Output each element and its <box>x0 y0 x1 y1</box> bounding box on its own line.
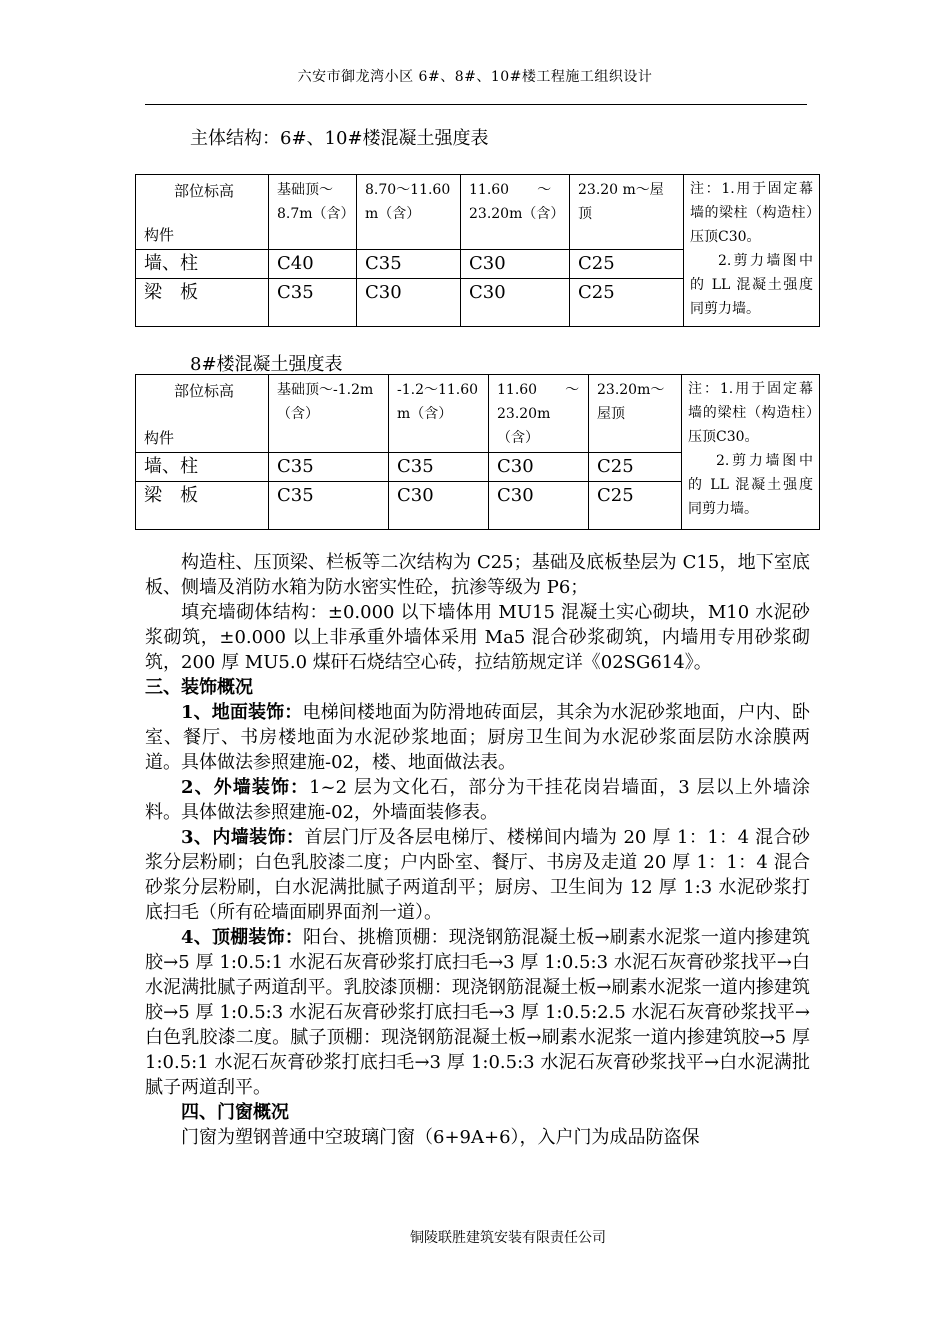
row-label: 梁 板 <box>136 482 269 530</box>
table-note <box>682 375 820 530</box>
table-cell: C30 <box>489 482 589 530</box>
column-header: 基础顶～8.7m（含） <box>269 175 357 250</box>
table-cell: C30 <box>489 453 589 482</box>
paragraph-text: 电梯间楼地面为防滑地砖面层，其余为水泥砂浆地面，户内、卧室、餐厅、书房楼地面为水泥砂浆地面；厨房卫生间为水泥砂浆面层防水涂膜两道。具体做法参照建施-02，楼、地面做法表。 <box>145 702 810 773</box>
section-heading: 三、装饰概况 <box>145 677 253 698</box>
column-header: 23.20m～屋顶 <box>589 375 682 453</box>
table-cell: C25 <box>589 482 682 530</box>
page-footer: 铜陵联胜建筑安装有限责任公司 <box>410 1230 606 1246</box>
concrete-strength-table-6-10 <box>135 174 820 327</box>
paragraph <box>145 700 810 775</box>
table-cell: C40 <box>269 250 357 279</box>
column-header: 基础顶～-1.2m（含） <box>269 375 389 453</box>
row-label: 墙、柱 <box>136 453 269 482</box>
table-corner-cell <box>136 175 269 250</box>
note-line-2: 2.剪力墙图中的 LL 混凝土强度同剪力墙。 <box>688 453 813 517</box>
table1-title: 主体结构：6#、10#楼混凝土强度表 <box>190 128 489 149</box>
column-header: 8.70～11.60 m（含） <box>357 175 461 250</box>
paragraph: 门窗为塑钢普通中空玻璃门窗（6+9A+6），入户门为成品防盗保 <box>181 1127 700 1148</box>
paragraph-text: 1~2 层为文化石，部分为干挂花岗岩墙面，3 层以上外墙涂料。具体做法参照建施-02，外墙面装修表。 <box>145 777 810 823</box>
corner-bottom-label: 构件 <box>144 226 175 244</box>
note-line-1: 注：1.用于固定幕墙的梁柱（构造柱）压顶C30。 <box>690 181 813 245</box>
column-header: -1.2～11.60 m（含） <box>389 375 489 453</box>
table-cell: C25 <box>570 279 684 327</box>
body-text <box>145 550 810 1150</box>
row-label: 墙、柱 <box>136 250 269 279</box>
paragraph <box>145 775 810 825</box>
subsection-heading: 2、外墙装饰： <box>181 777 310 798</box>
note-line-2: 2.剪力墙图中的 LL 混凝土强度同剪力墙。 <box>690 253 813 317</box>
paragraph-text: 首层门厅及各层电梯厅、楼梯间内墙为 20 厚 1：1：4 混合砂浆分层粉刷；白色乳胶漆二度；户内卧室、餐厅、书房及走道 20 厚 1：1：4 混合砂浆分层粉刷，白水泥满批腻子两道刮平；厨房、卫生间为 12 厚 1:3 水泥砂浆打底扫毛（所有砼墙面刷界面剂一道）。 <box>145 827 810 923</box>
table-cell: C25 <box>570 250 684 279</box>
table-cell: C30 <box>357 279 461 327</box>
section-heading: 四、门窗概况 <box>181 1102 289 1123</box>
table-cell: C30 <box>461 279 570 327</box>
concrete-strength-table-8 <box>135 374 820 530</box>
table-cell: C25 <box>589 453 682 482</box>
paragraph <box>145 825 810 925</box>
table-corner-cell <box>136 375 269 453</box>
paragraph <box>145 925 810 1100</box>
paragraph: 构造柱、压顶梁、栏板等二次结构为 C25；基础及底板垫层为 C15，地下室底板、侧墙及消防水箱为防水密实性砼，抗渗等级为 P6； <box>145 552 810 598</box>
note-line-1: 注：1.用于固定幕墙的梁柱（构造柱）压顶C30。 <box>688 381 813 445</box>
corner-top-label: 部位标高 <box>174 382 235 400</box>
paragraph: 填充墙砌体结构：±0.000 以下墙体用 MU15 混凝土实心砌块，M10 水泥砂浆砌筑，±0.000 以上非承重外墙体采用 Ma5 混合砂浆砌筑，内墙用专用砂浆砌筑，200 厚 MU5.0 煤矸石烧结空心砖，拉结筋规定详《02SG614》。 <box>145 602 810 673</box>
table-cell: C35 <box>389 453 489 482</box>
column-header: 11.60 ～23.20m（含） <box>461 175 570 250</box>
header-divider <box>145 104 807 105</box>
column-header: 23.20 m～屋顶 <box>570 175 684 250</box>
page-header: 六安市御龙湾小区 6#、8#、10#楼工程施工组织设计 <box>297 69 653 85</box>
table-cell: C35 <box>269 279 357 327</box>
corner-top-label: 部位标高 <box>174 182 235 200</box>
table-cell: C30 <box>461 250 570 279</box>
subsection-heading: 3、内墙装饰： <box>181 827 305 848</box>
table2-title: 8#楼混凝土强度表 <box>190 354 343 375</box>
table-cell: C35 <box>269 453 389 482</box>
subsection-heading: 4、顶棚装饰： <box>181 927 304 948</box>
table-cell: C30 <box>389 482 489 530</box>
table-cell: C35 <box>269 482 389 530</box>
row-label: 梁 板 <box>136 279 269 327</box>
table-note <box>684 175 820 327</box>
paragraph-text: 阳台、挑檐顶棚：现浇钢筋混凝土板→刷素水泥浆一道内掺建筑胶→5 厚 1:0.5:1 水泥石灰膏砂浆打底扫毛→3 厚 1:0.5:3 水泥石灰膏砂浆找平→白水泥满批腻子两道刮平。乳胶漆顶棚：现浇钢筋混凝土板→刷素水泥浆一道内掺建筑胶→5 厚 1:0.5:3 水泥石灰膏砂浆打底扫毛→3 厚 1:0.5:2.5 水泥石灰膏砂浆找平→白色乳胶漆二度。腻子顶棚：现浇钢筋混凝土板→刷素水泥浆一道内掺建筑胶→5 厚 1:0.5:1 水泥石灰膏砂浆打底扫毛→3 厚 1:0.5:3 水泥石灰膏砂浆找平→白水泥满批腻子两道刮平。 <box>145 927 810 1098</box>
table-cell: C35 <box>357 250 461 279</box>
corner-bottom-label: 构件 <box>144 429 175 447</box>
column-header: 11.60 ～23.20m（含） <box>489 375 589 453</box>
subsection-heading: 1、地面装饰： <box>181 702 303 723</box>
